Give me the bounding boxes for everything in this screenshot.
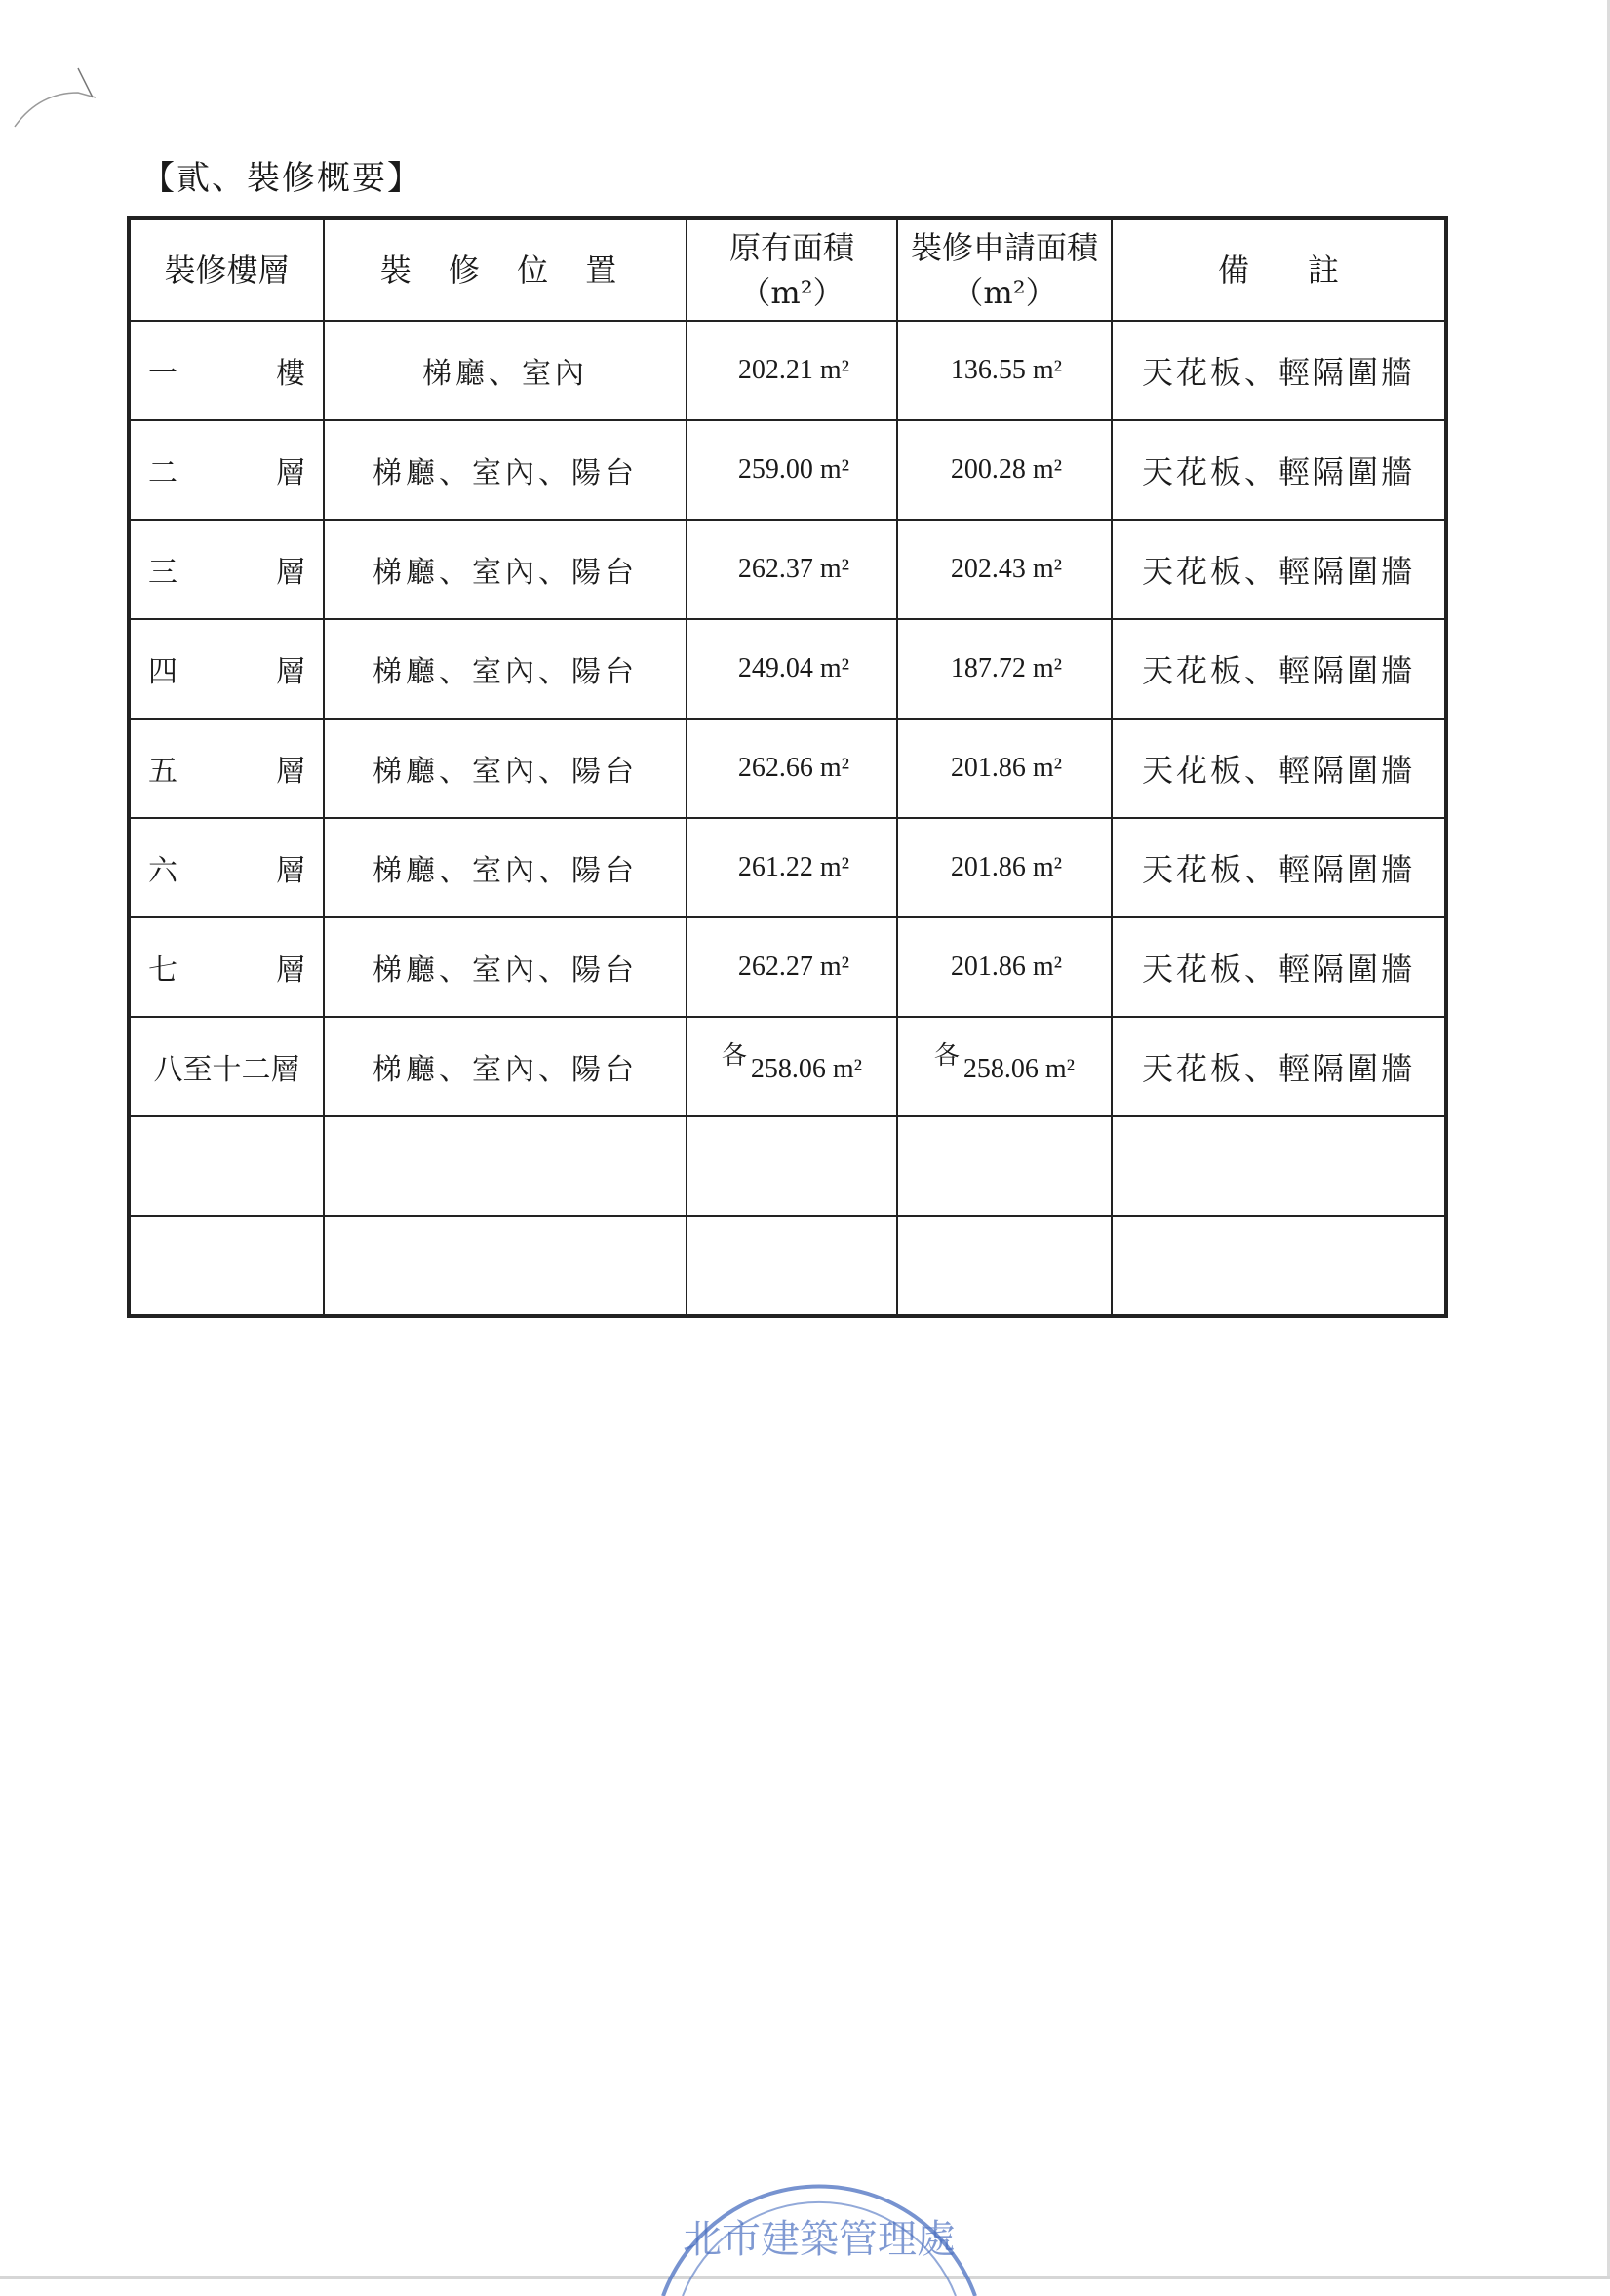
cell-original-area: 262.66 m² [687, 719, 897, 818]
cell-location: 梯廳、室內、陽台 [324, 619, 687, 719]
cell-floor [129, 520, 324, 619]
header-note-b: 註 [1308, 252, 1340, 289]
cell-floor [129, 420, 324, 520]
cell-floor [129, 818, 324, 917]
header-note-a: 備 [1217, 252, 1308, 289]
stamp-text: 北市建築管理處 [683, 2217, 956, 2262]
table-row [129, 520, 1446, 619]
table-header-row [129, 218, 1446, 321]
cell-floor [129, 1216, 324, 1316]
floor-label-a: 四 [148, 655, 177, 689]
cell-note [1112, 1216, 1446, 1316]
cell-floor [129, 1116, 324, 1216]
cell-applied-area: 201.86 m² [897, 917, 1112, 1017]
floor-label-b: 層 [276, 953, 305, 988]
cell-note: 天花板、輕隔圍牆 [1112, 917, 1446, 1017]
cell-applied-area: 202.43 m² [897, 520, 1112, 619]
cell-original-area: 259.00 m² [687, 420, 897, 520]
floor-label-a: 三 [148, 556, 177, 590]
cell-note: 天花板、輕隔圍牆 [1112, 719, 1446, 818]
cell-location [324, 1116, 687, 1216]
table-row [129, 420, 1446, 520]
cell-applied-area: 各 258.06 m² [897, 1017, 1112, 1116]
floor-label-a: 一 [148, 357, 177, 391]
cell-note: 天花板、輕隔圍牆 [1112, 420, 1446, 520]
floor-label-b: 層 [276, 755, 305, 789]
table-row [129, 917, 1446, 1017]
cell-applied-area [897, 1216, 1112, 1316]
floor-label-b: 層 [276, 854, 305, 888]
cell-note: 天花板、輕隔圍牆 [1112, 520, 1446, 619]
cell-floor [129, 619, 324, 719]
cell-applied-area: 200.28 m² [897, 420, 1112, 520]
header-applied-area [897, 218, 1112, 321]
cell-applied-area: 187.72 m² [897, 619, 1112, 719]
cell-original-area: 249.04 m² [687, 619, 897, 719]
header-original-area-label: 原有面積 [728, 229, 854, 266]
official-seal-stamp [644, 2160, 995, 2296]
cell-floor [129, 1017, 324, 1116]
cell-location: 梯廳、室內 [324, 321, 687, 420]
each-marker: 各 [933, 1040, 960, 1070]
cell-applied-area: 136.55 m² [897, 321, 1112, 420]
floor-label-a: 二 [148, 456, 177, 490]
cell-applied-area [897, 1116, 1112, 1216]
table-row [129, 1116, 1446, 1216]
header-original-area [687, 218, 897, 321]
cell-note: 天花板、輕隔圍牆 [1112, 818, 1446, 917]
cell-location: 梯廳、室內、陽台 [324, 917, 687, 1017]
cell-note [1112, 1116, 1446, 1216]
header-floor: 裝修樓層 [129, 218, 324, 321]
cell-applied-area: 201.86 m² [897, 719, 1112, 818]
cell-location: 梯廳、室內、陽台 [324, 719, 687, 818]
table-row [129, 1017, 1446, 1116]
floor-label-a: 五 [148, 755, 177, 789]
cell-original-area: 202.21 m² [687, 321, 897, 420]
table-row [129, 321, 1446, 420]
cell-location: 梯廳、室內、陽台 [324, 420, 687, 520]
cell-original-area: 262.27 m² [687, 917, 897, 1017]
renovation-summary-table [127, 216, 1448, 1318]
cell-floor [129, 917, 324, 1017]
cell-note: 天花板、輕隔圍牆 [1112, 1017, 1446, 1116]
floor-label-a: 六 [148, 854, 177, 888]
header-original-area-unit: （m²） [739, 274, 844, 311]
each-marker: 各 [721, 1040, 747, 1070]
table-row [129, 1216, 1446, 1316]
cell-original-area: 261.22 m² [687, 818, 897, 917]
floor-label-a: 七 [148, 953, 177, 988]
section-title: 【貳、裝修概要】 [141, 159, 422, 198]
floor-label-b: 層 [276, 655, 305, 689]
cell-original-area [687, 1116, 897, 1216]
table-row [129, 619, 1446, 719]
cell-location: 梯廳、室內、陽台 [324, 818, 687, 917]
cell-applied-area: 201.86 m² [897, 818, 1112, 917]
corner-pencil-mark [10, 58, 98, 136]
table-row [129, 818, 1446, 917]
header-applied-area-label: 裝修申請面積 [910, 229, 1098, 266]
cell-note: 天花板、輕隔圍牆 [1112, 321, 1446, 420]
header-location: 裝 修 位 置 [324, 218, 687, 321]
floor-label-b: 層 [276, 456, 305, 490]
cell-original-area [687, 1216, 897, 1316]
floor-label-b: 層 [276, 556, 305, 590]
cell-floor [129, 321, 324, 420]
header-note [1112, 218, 1446, 321]
cell-floor [129, 719, 324, 818]
cell-note: 天花板、輕隔圍牆 [1112, 619, 1446, 719]
header-applied-area-unit: （m²） [952, 274, 1057, 311]
table-row [129, 719, 1446, 818]
cell-original-area: 各 258.06 m² [687, 1017, 897, 1116]
cell-location: 梯廳、室內、陽台 [324, 520, 687, 619]
cell-location [324, 1216, 687, 1316]
cell-original-area: 262.37 m² [687, 520, 897, 619]
floor-label-b: 樓 [276, 357, 305, 391]
floor-label-a: 八至十二層 [153, 1053, 300, 1087]
cell-location: 梯廳、室內、陽台 [324, 1017, 687, 1116]
